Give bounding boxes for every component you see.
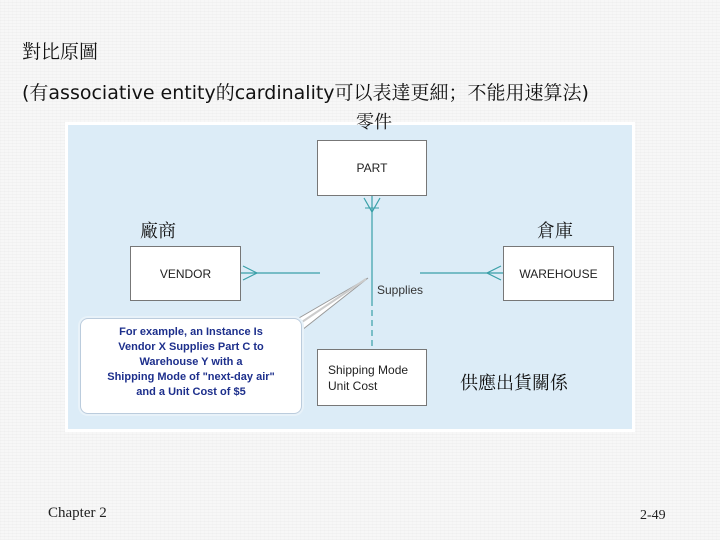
footer-chapter: Chapter 2 bbox=[48, 505, 107, 521]
callout-line: and a Unit Cost of $5 bbox=[136, 386, 246, 398]
entity-part-label: PART bbox=[356, 161, 388, 175]
entity-part bbox=[317, 140, 427, 196]
footer-page-number: 2-49 bbox=[640, 508, 666, 523]
label-warehouse-zh: 倉庫 bbox=[537, 221, 573, 242]
entity-warehouse bbox=[503, 246, 614, 301]
entity-warehouse-label: WAREHOUSE bbox=[519, 266, 598, 281]
entity-vendor bbox=[130, 246, 241, 301]
callout-line: For example, an Instance Is bbox=[119, 326, 263, 338]
attribute-shipping-mode: Shipping Mode bbox=[328, 363, 409, 377]
slide-title-line-2: (有associative entity的cardinality可以表達更細；不能用速算法) bbox=[22, 82, 589, 104]
callout-line: Warehouse Y with a bbox=[139, 356, 243, 368]
callout-line: Vendor X Supplies Part C to bbox=[118, 341, 264, 353]
slide-title-line-1: 對比原圖 bbox=[22, 41, 99, 63]
label-relationship-zh: 供應出貨關係 bbox=[460, 373, 568, 394]
relationship-supplies-label: Supplies bbox=[377, 283, 424, 297]
example-callout bbox=[80, 318, 302, 414]
entity-vendor-label: VENDOR bbox=[159, 266, 212, 281]
label-part-zh: 零件 bbox=[356, 112, 392, 133]
label-vendor-zh: 廠商 bbox=[140, 221, 176, 242]
callout-line: Shipping Mode of "next-day air" bbox=[107, 371, 275, 383]
associative-attributes-box bbox=[317, 349, 427, 406]
attribute-unit-cost: Unit Cost bbox=[328, 379, 378, 393]
